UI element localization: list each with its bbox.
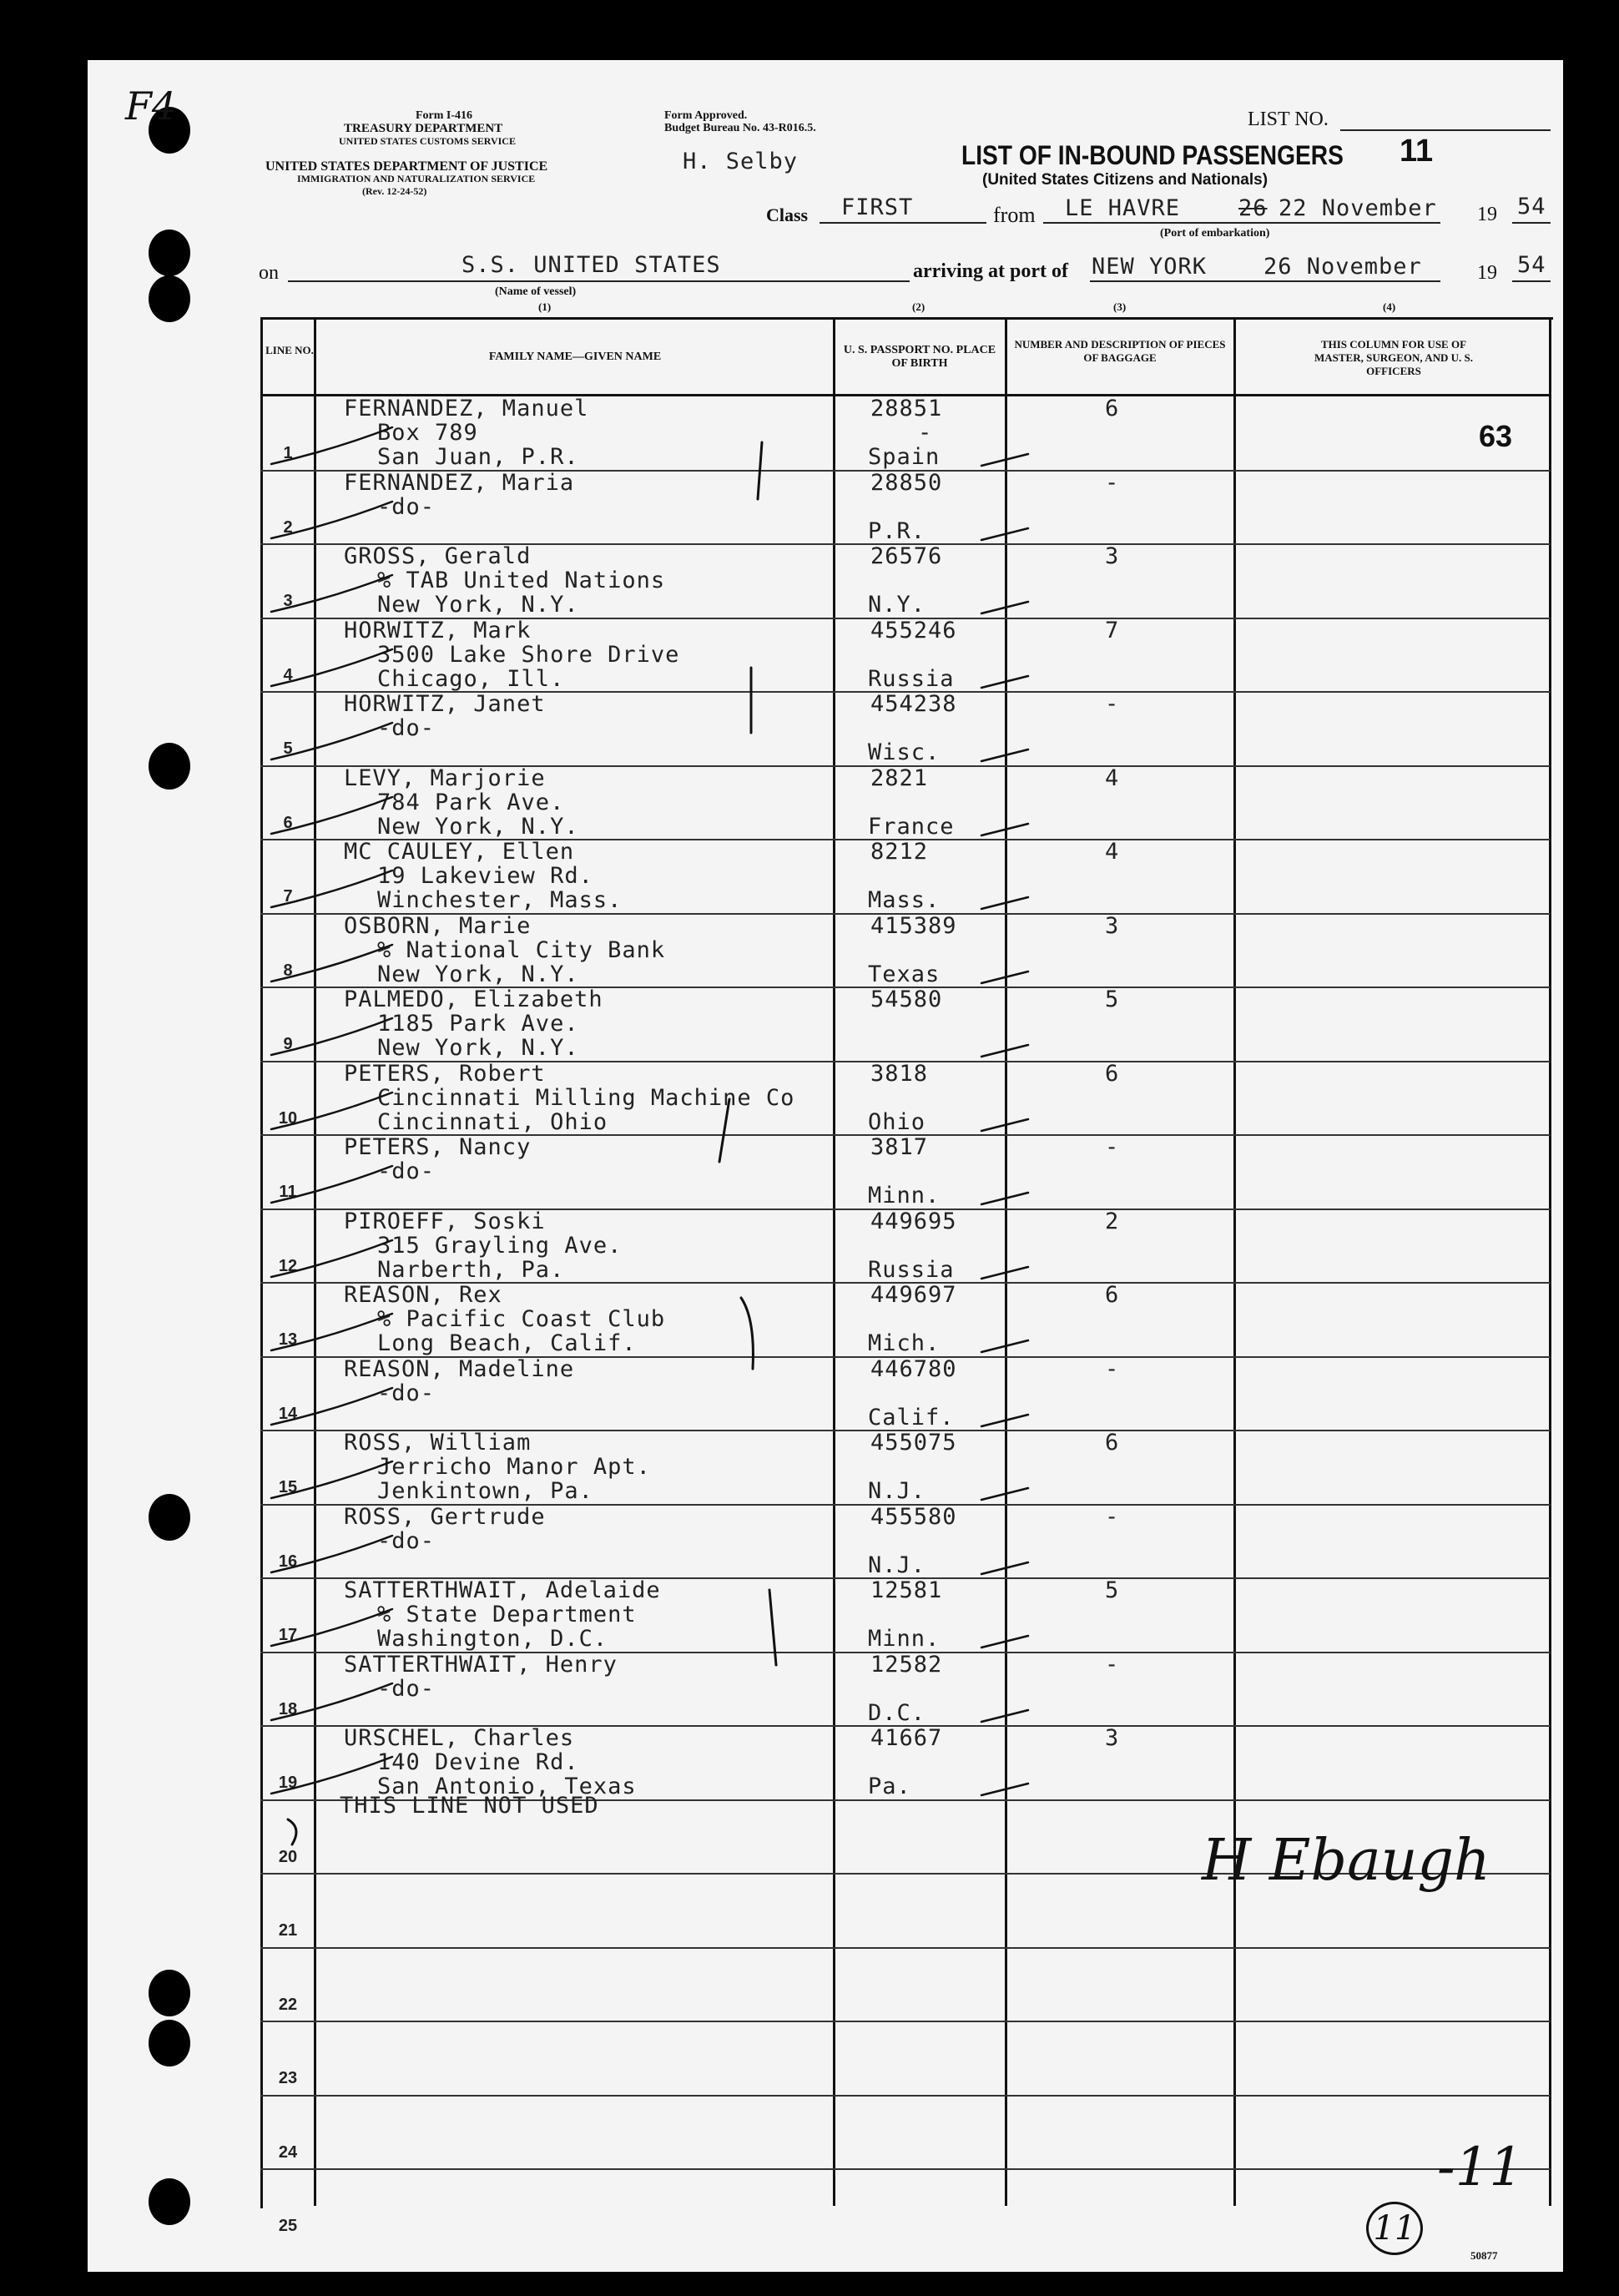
passenger-address-line1: % TAB United Nations <box>377 568 666 593</box>
passenger-address-line2: Long Beach, Calif. <box>377 1330 637 1356</box>
passenger-address-line1: -do- <box>377 494 436 520</box>
justice-line2: IMMIGRATION AND NATURALIZATION SERVICE <box>297 173 536 184</box>
passenger-address-line1: Jerricho Manor Apt. <box>377 1454 651 1480</box>
year-prefix: 19 <box>1477 204 1497 225</box>
passport-number: 54580 <box>870 987 943 1012</box>
line-number: 10 <box>278 1109 298 1128</box>
passenger-address-line1: % Pacific Coast Club <box>377 1306 666 1332</box>
passenger-address-line2: Narberth, Pa. <box>377 1257 565 1283</box>
line-number: 9 <box>283 1035 293 1053</box>
vessel-caption: (Name of vessel) <box>495 285 577 298</box>
place-of-birth: N.J. <box>868 1478 926 1504</box>
place-of-birth: Spain <box>868 444 941 470</box>
passenger-address-line1: 3500 Lake Shore Drive <box>377 642 680 668</box>
header-passport: U. S. PASSPORT NO. PLACE OF BIRTH <box>843 344 996 370</box>
passenger-name: PALMEDO, Elizabeth <box>344 987 603 1012</box>
list-no-label: LIST NO. <box>1248 108 1329 130</box>
corner-mark: F4 <box>125 83 177 129</box>
passenger-address-line1: Box 789 <box>377 420 478 446</box>
line-number: 5 <box>283 739 293 758</box>
passport-number: 455246 <box>870 618 957 643</box>
passport-note: - <box>918 420 933 446</box>
passenger-address-line1: 19 Lakeview Rd. <box>377 863 593 889</box>
passenger-address-line1: 1185 Park Ave. <box>377 1011 579 1037</box>
class-label: Class <box>766 204 809 225</box>
line-number: 4 <box>283 666 293 684</box>
baggage-count: - <box>1105 1652 1120 1678</box>
passenger-address-line1: 140 Devine Rd. <box>377 1749 579 1775</box>
passport-number: 3818 <box>870 1061 929 1087</box>
baggage-count: - <box>1105 1504 1120 1530</box>
print-code: 50877 <box>1470 2249 1498 2262</box>
budget: Budget Bureau No. 43-R016.5. <box>664 122 816 134</box>
passenger-name: FERNANDEZ, Maria <box>344 470 575 496</box>
place-of-birth: Texas <box>868 961 941 987</box>
line-number: 15 <box>278 1478 298 1496</box>
dept-line2: UNITED STATES CUSTOMS SERVICE <box>339 135 516 147</box>
passenger-name: HORWITZ, Janet <box>344 691 546 717</box>
passenger-address-line1: -do- <box>377 1380 436 1406</box>
passenger-name: ROSS, William <box>344 1430 532 1456</box>
baggage-count: 6 <box>1105 396 1120 421</box>
col2-number: (2) <box>912 300 926 313</box>
passenger-name: SATTERTHWAIT, Henry <box>344 1652 618 1678</box>
place-of-birth: Minn. <box>868 1183 941 1209</box>
place-of-birth: D.C. <box>868 1700 926 1726</box>
passenger-name: FERNANDEZ, Manuel <box>344 396 589 421</box>
passenger-address-line2: Cincinnati, Ohio <box>377 1109 608 1135</box>
arriving-label: arriving at port of <box>913 260 1068 282</box>
passport-number: 455075 <box>870 1430 957 1456</box>
signature: H Ebaugh <box>1202 1828 1490 1894</box>
passenger-address-line2: New York, N.Y. <box>377 592 579 618</box>
header-name: FAMILY NAME—GIVEN NAME <box>488 351 662 363</box>
dept-line1: TREASURY DEPARTMENT <box>344 122 503 135</box>
place-of-birth: Wisc. <box>868 739 941 765</box>
passenger-name: HORWITZ, Mark <box>344 618 532 643</box>
place-of-birth: Calif. <box>868 1405 955 1431</box>
from-day-struck: 26 <box>1238 195 1268 221</box>
passenger-address-line1: % State Department <box>377 1602 637 1627</box>
place-of-birth: Mich. <box>868 1330 941 1356</box>
place-of-birth: Ohio <box>868 1109 926 1135</box>
passport-number: 415389 <box>870 913 957 939</box>
form-title: LIST OF IN-BOUND PASSENGERS <box>961 140 1344 170</box>
place-of-birth: Russia <box>868 1257 955 1283</box>
passport-number: 12581 <box>870 1577 943 1603</box>
passenger-address-line1: -do- <box>377 715 436 741</box>
line-number: 18 <box>278 1700 298 1718</box>
col3-number: (3) <box>1113 300 1127 313</box>
place-of-birth: Pa. <box>868 1774 911 1799</box>
unused-line-note: THIS LINE NOT USED <box>340 1793 599 1819</box>
passenger-address-line2: Jenkintown, Pa. <box>377 1478 593 1504</box>
from-date: 22 November <box>1279 195 1437 221</box>
arrival-port: NEW YORK <box>1092 254 1208 280</box>
bottom-mark: -11 <box>1437 2137 1524 2198</box>
form-number: Form I-416 <box>416 109 473 122</box>
passenger-name: PETERS, Robert <box>344 1061 546 1087</box>
baggage-count: 3 <box>1105 543 1120 569</box>
baggage-count: - <box>1105 691 1120 717</box>
passenger-address-line2: San Juan, P.R. <box>377 444 579 470</box>
passenger-address-line1: 315 Grayling Ave. <box>377 1233 623 1259</box>
line-number: 25 <box>278 2217 298 2235</box>
arrival-year-prefix: 19 <box>1477 262 1497 284</box>
passenger-name: MC CAULEY, Ellen <box>344 839 575 865</box>
passport-number: 28850 <box>870 470 943 496</box>
passenger-address-line1: % National City Bank <box>377 937 666 963</box>
passenger-address-line1: Cincinnati Milling Machine Co <box>377 1085 795 1111</box>
agent-name: H. Selby <box>683 149 799 174</box>
passenger-address-line1: -do- <box>377 1158 436 1184</box>
col1-number: (1) <box>538 300 552 313</box>
line-number: 11 <box>279 1183 297 1201</box>
approved: Form Approved. <box>664 109 748 122</box>
line-number: 17 <box>278 1626 298 1644</box>
passenger-name: ROSS, Gertrude <box>344 1504 546 1530</box>
line-number: 23 <box>278 2069 298 2087</box>
line-number: 24 <box>278 2143 298 2162</box>
line-number: 20 <box>278 1848 298 1866</box>
passport-number: 8212 <box>870 839 929 865</box>
place-of-birth: Russia <box>868 666 955 692</box>
passenger-address-line2: Chicago, Ill. <box>377 666 565 692</box>
place-of-birth: Mass. <box>868 887 941 913</box>
baggage-count: - <box>1105 470 1120 496</box>
arrival-year: 54 <box>1517 252 1546 278</box>
baggage-count: 5 <box>1105 987 1120 1012</box>
passenger-address-line2: New York, N.Y. <box>377 814 579 840</box>
passenger-name: GROSS, Gerald <box>344 543 532 569</box>
line-number: 12 <box>278 1257 298 1275</box>
passenger-address-line2: New York, N.Y. <box>377 961 579 987</box>
year-value: 54 <box>1517 194 1546 220</box>
list-no-value: 11 <box>1400 134 1434 169</box>
passport-number: 449697 <box>870 1282 957 1308</box>
place-of-birth: Minn. <box>868 1626 941 1652</box>
baggage-count: 7 <box>1105 618 1120 643</box>
baggage-count: 3 <box>1105 1725 1120 1751</box>
passenger-name: SATTERTHWAIT, Adelaide <box>344 1577 661 1603</box>
port-caption: (Port of embarkation) <box>1160 227 1270 240</box>
passenger-address-line1: -do- <box>377 1676 436 1702</box>
page-count: 63 <box>1479 419 1513 453</box>
line-number: 16 <box>278 1552 298 1571</box>
passport-number: 455580 <box>870 1504 957 1530</box>
passport-number: 454238 <box>870 691 957 717</box>
on-label: on <box>259 262 279 284</box>
baggage-count: 6 <box>1105 1282 1120 1308</box>
form-subtitle: (United States Citizens and Nationals) <box>982 171 1268 189</box>
place-of-birth: N.J. <box>868 1552 926 1578</box>
baggage-count: 6 <box>1105 1430 1120 1456</box>
baggage-count: 2 <box>1105 1209 1120 1234</box>
circled-page-number: 11 <box>1366 2202 1423 2255</box>
passenger-address-line2: Washington, D.C. <box>377 1626 608 1652</box>
line-number: 6 <box>283 814 293 832</box>
from-port: LE HAVRE <box>1065 195 1181 221</box>
line-number: 3 <box>283 592 293 610</box>
line-number: 2 <box>283 518 293 537</box>
passenger-name: PIROEFF, Soski <box>344 1209 546 1234</box>
line-number: 13 <box>278 1330 298 1349</box>
header-baggage: NUMBER AND DESCRIPTION OF PIECES OF BAGGAGE <box>1014 338 1226 364</box>
line-number: 22 <box>278 1996 298 2014</box>
header-officers: THIS COLUMN FOR USE OF MASTER, SURGEON, AND U. S. OFFICERS <box>1314 338 1473 377</box>
line-number: 21 <box>278 1921 298 1940</box>
passenger-name: URSCHEL, Charles <box>344 1725 575 1751</box>
passport-number: 449695 <box>870 1209 957 1234</box>
passport-number: 28851 <box>870 396 943 421</box>
col4-number: (4) <box>1383 300 1396 313</box>
justice-line1: UNITED STATES DEPARTMENT OF JUSTICE <box>265 159 548 174</box>
baggage-count: 3 <box>1105 913 1120 939</box>
passenger-name: REASON, Rex <box>344 1282 502 1308</box>
line-number: 7 <box>283 887 293 906</box>
from-label: from <box>993 203 1036 227</box>
place-of-birth: N.Y. <box>868 592 926 618</box>
line-number: 19 <box>278 1774 298 1792</box>
passenger-name: LEVY, Marjorie <box>344 765 546 791</box>
passenger-address-line2: New York, N.Y. <box>377 1035 579 1061</box>
passport-number: 26576 <box>870 543 943 569</box>
passport-number: 41667 <box>870 1725 943 1751</box>
passport-number: 12582 <box>870 1652 943 1678</box>
passenger-address-line1: 784 Park Ave. <box>377 790 565 815</box>
baggage-count: 5 <box>1105 1577 1120 1603</box>
baggage-count: - <box>1105 1356 1120 1382</box>
passport-number: 3817 <box>870 1134 929 1160</box>
passenger-address-line1: -do- <box>377 1528 436 1554</box>
class-value: FIRST <box>841 194 914 220</box>
place-of-birth: P.R. <box>868 518 926 544</box>
baggage-count: 6 <box>1105 1061 1120 1087</box>
revision: (Rev. 12-24-52) <box>362 185 427 197</box>
baggage-count: 4 <box>1105 765 1120 791</box>
passport-number: 446780 <box>870 1356 957 1382</box>
line-number: 14 <box>278 1405 298 1423</box>
passport-number: 2821 <box>870 765 929 791</box>
vessel-name: S.S. UNITED STATES <box>461 252 721 278</box>
arrival-date: 26 November <box>1263 254 1422 280</box>
passenger-address-line2: San Antonio, Texas <box>377 1774 637 1799</box>
line-number: 1 <box>283 444 293 462</box>
place-of-birth: France <box>868 814 955 840</box>
baggage-count: - <box>1105 1134 1120 1160</box>
passenger-name: REASON, Madeline <box>344 1356 575 1382</box>
passenger-name: OSBORN, Marie <box>344 913 532 939</box>
passenger-address-line2: Winchester, Mass. <box>377 887 623 913</box>
passenger-name: PETERS, Nancy <box>344 1134 532 1160</box>
line-number: 8 <box>283 961 293 980</box>
baggage-count: 4 <box>1105 839 1120 865</box>
header-line-no: LINE NO. <box>265 344 314 356</box>
